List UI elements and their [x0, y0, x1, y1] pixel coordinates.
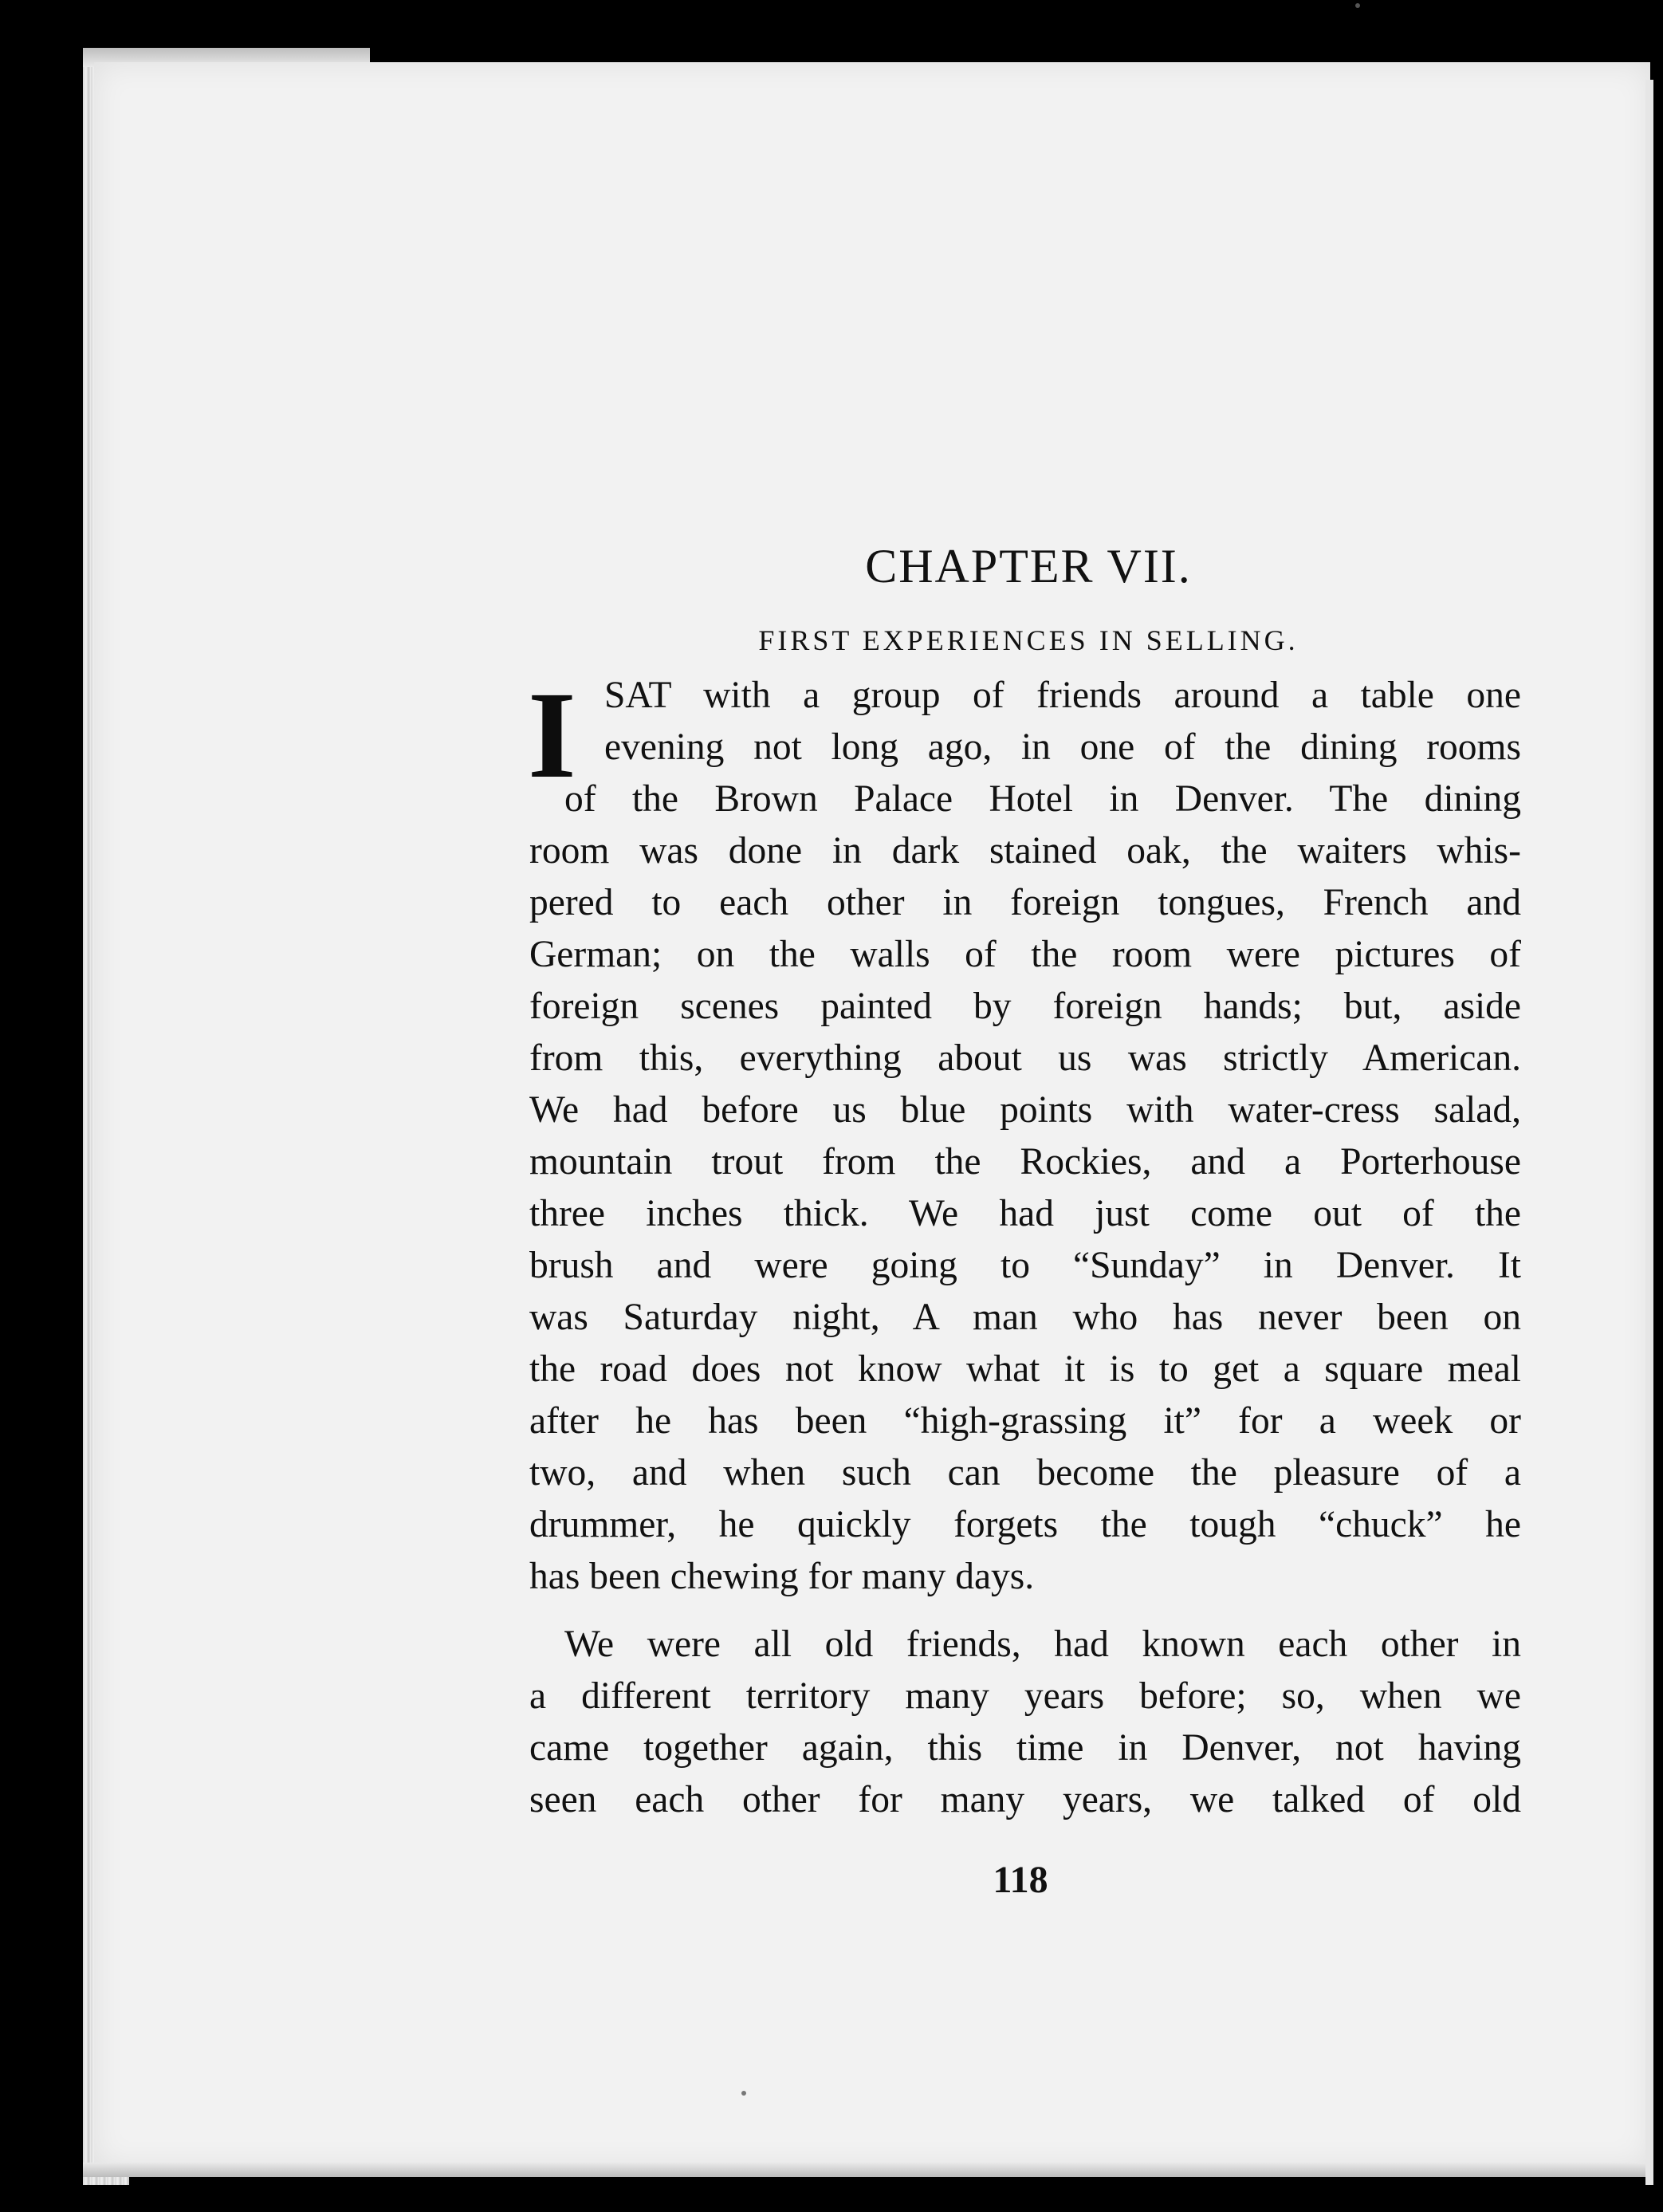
- text-line: the road does not know what it is to get a square meal: [529, 1348, 1521, 1390]
- text-line: of the Brown Palace Hotel in Denver. The dining: [564, 778, 1521, 820]
- text-line: mountain trout from the Rockies, and a Porterhouse: [529, 1141, 1521, 1183]
- text-line: German; on the walls of the room were pictures of: [529, 934, 1521, 975]
- text-line: has been chewing for many days.: [529, 1556, 1035, 1597]
- paragraph-1: [528, 666, 1521, 1603]
- text-line: a different territory many years before; so, when we: [529, 1675, 1521, 1717]
- chapter-subtitle: FIRST EXPERIENCES IN SELLING.: [758, 624, 1299, 656]
- paragraph-2: [529, 1619, 1521, 1826]
- scan-speck: [741, 2091, 746, 2096]
- text-line: three inches thick. We had just come out of the: [529, 1193, 1521, 1234]
- text-line: came together again, this time in Denver, not having: [529, 1727, 1521, 1769]
- drop-cap: I: [528, 666, 576, 804]
- text-line: evening not long ago, in one of the dining rooms: [604, 726, 1521, 768]
- text-line: foreign scenes painted by foreign hands; but, aside: [529, 986, 1521, 1027]
- text-line: SAT with a group of friends around a table one: [604, 675, 1521, 716]
- page-edge-bottom: [83, 2163, 1645, 2177]
- text-line: two, and when such can become the pleasure of a: [529, 1452, 1521, 1494]
- chapter-title: CHAPTER VII.: [865, 540, 1192, 592]
- text-line: pered to each other in foreign tongues, French and: [529, 882, 1521, 923]
- scan-speck: [1355, 3, 1360, 8]
- text-line: We were all old friends, had known each other in: [564, 1624, 1521, 1665]
- page-number: 118: [993, 1859, 1048, 1901]
- text-line: room was done in dark stained oak, the waiters whis-: [529, 830, 1521, 872]
- text-line: seen each other for many years, we talked of old: [529, 1779, 1521, 1820]
- text-line: drummer, he quickly forgets the tough “chuck” he: [529, 1504, 1521, 1545]
- text-line: from this, everything about us was strictly American.: [529, 1037, 1521, 1079]
- text-line: We had before us blue points with water-cress salad,: [529, 1089, 1521, 1131]
- page-edge-right: [1645, 80, 1653, 2185]
- text-line: brush and were going to “Sunday” in Denver. It: [529, 1245, 1521, 1286]
- text-line: was Saturday night, A man who has never been on: [529, 1297, 1521, 1338]
- text-line: after he has been “high-grassing it” for a week or: [529, 1400, 1521, 1442]
